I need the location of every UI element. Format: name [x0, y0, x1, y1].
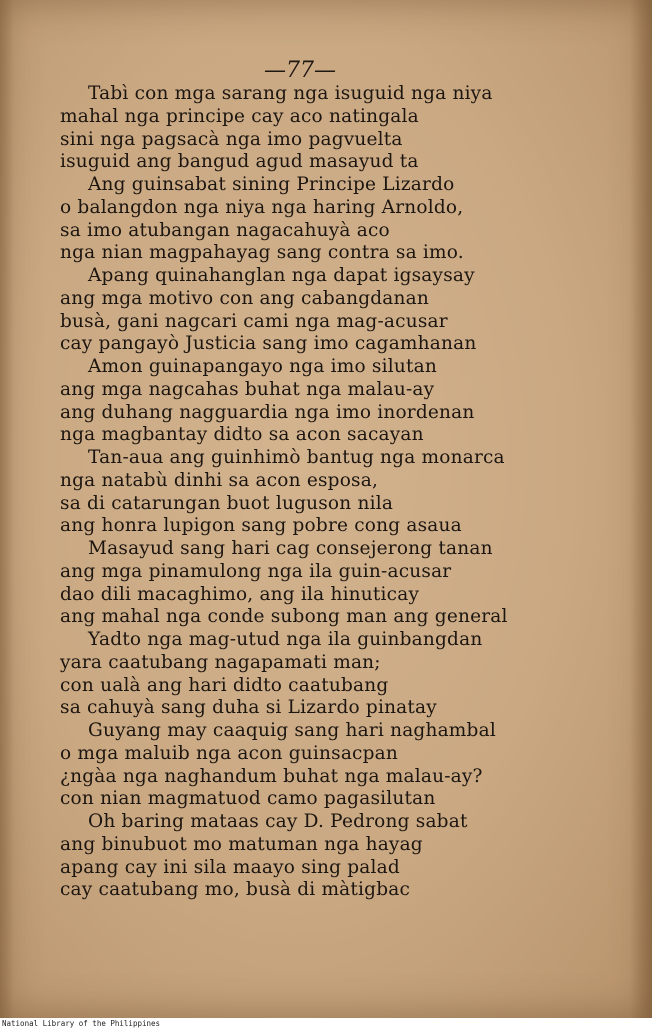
- verse-line: apang cay ini sila maayo sing palad: [60, 856, 400, 878]
- verse-line: ¿ngàa nga naghandum buhat nga malau-ay?: [60, 765, 483, 787]
- verse-line: ang mahal nga conde subong man ang general: [60, 606, 508, 628]
- verse-line: con nian magmatuod camo pagasilutan: [60, 788, 436, 810]
- verse-line: con ualà ang hari didto caatubang: [60, 674, 389, 696]
- stanza-first-line: Guyang may caaquig sang hari naghambal: [88, 720, 496, 741]
- page-number: —77—: [264, 58, 336, 83]
- page-edge-shadow-left: [0, 0, 14, 1018]
- stanza-first-line: Tan-aua ang guinhimò bantug nga monarca: [88, 447, 505, 468]
- verse-line: nga nian magpahayag sang contra sa imo.: [60, 242, 464, 264]
- verse-line: o mga maluib nga acon guinsacpan: [60, 742, 399, 764]
- verse-text: [60, 83, 560, 902]
- verse-line: yara caatubang nagapamati man;: [60, 651, 381, 673]
- verse-line: sa cahuyà sang duha si Lizardo pinatay: [60, 697, 437, 719]
- page-edge-shadow-right: [630, 0, 652, 1018]
- verse-line: dao dili macaghimo, ang ila hinuticay: [60, 583, 420, 605]
- stanza-first-line: Oh baring mataas cay D. Pedrong sabat: [88, 811, 468, 832]
- verse-line: nga magbantay didto sa acon sacayan: [60, 424, 424, 446]
- verse-line: ang mga pinamulong nga ila guin-acusar: [60, 560, 452, 582]
- stanza-first-line: Amon guinapangayo nga imo silutan: [88, 356, 437, 377]
- verse-line: sa di catarungan buot luguson nila: [60, 492, 394, 514]
- verse-line: isuguid ang bangud agud masayud ta: [60, 151, 419, 173]
- stanza-first-line: Masayud sang hari cag consejerong tanan: [88, 538, 493, 559]
- verse-line: nga natabù dinhi sa acon esposa,: [60, 469, 379, 491]
- verse-line: ang mga motivo con ang cabangdanan: [60, 287, 429, 309]
- verse-line: busà, gani nagcari cami nga mag-acusar: [60, 310, 448, 332]
- stanza-first-line: Ang guinsabat sining Principe Lizardo: [88, 174, 455, 195]
- verse-line: ang duhang nagguardia nga imo inordenan: [60, 401, 475, 423]
- verse-line: ang mga nagcahas buhat nga malau-ay: [60, 378, 435, 400]
- verse-line: mahal nga principe cay aco natingala: [60, 105, 419, 127]
- stanza-first-line: Apang quinahanglan nga dapat igsaysay: [88, 265, 475, 286]
- verse-line: sa imo atubangan nagacahuyà aco: [60, 219, 390, 241]
- verse-line: ang honra lupigon sang pobre cong asaua: [60, 515, 462, 537]
- stanza-first-line: Tabì con mga sarang nga isuguid nga niya: [88, 83, 493, 104]
- verse-line: cay pangayò Justicia sang imo cagamhanan: [60, 333, 477, 355]
- verse-line: cay caatubang mo, busà di màtigbac: [60, 879, 411, 901]
- verse-line: o balangdon nga niya nga haring Arnoldo,: [60, 196, 464, 218]
- library-credit: National Library of the Philippines: [2, 1019, 161, 1028]
- verse-line: sini nga pagsacà nga imo pagvuelta: [60, 128, 403, 150]
- verse-line: ang binubuot mo matuman nga hayag: [60, 833, 423, 855]
- stanza-first-line: Yadto nga mag-utud nga ila guinbangdan: [88, 629, 483, 650]
